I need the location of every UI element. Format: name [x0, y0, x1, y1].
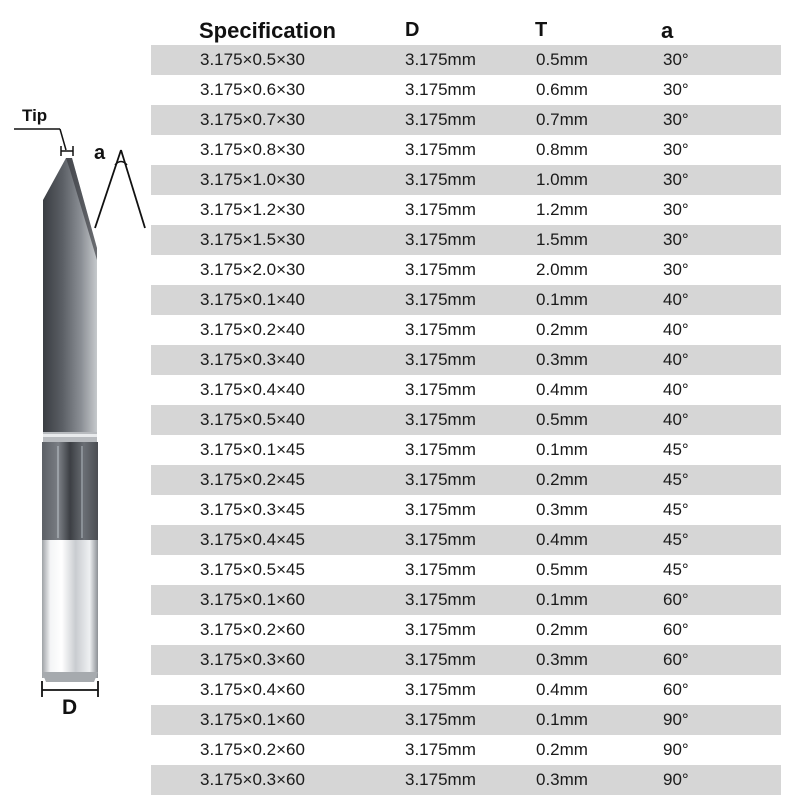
table-header — [151, 15, 781, 45]
cell-angle: 40° — [663, 320, 689, 339]
cell-specification: 3.175×1.0×30 — [200, 170, 305, 189]
cell-diameter: 3.175mm — [405, 80, 476, 99]
cell-diameter: 3.175mm — [405, 560, 476, 579]
cell-specification: 3.175×0.2×45 — [200, 470, 305, 489]
cell-tip-width: 0.5mm — [536, 50, 588, 69]
cell-angle: 40° — [663, 380, 689, 399]
cell-tip-width: 0.2mm — [536, 620, 588, 639]
table-row — [151, 765, 781, 795]
cell-diameter: 3.175mm — [405, 380, 476, 399]
cell-tip-width: 0.1mm — [536, 290, 588, 309]
tip-label: Tip — [22, 106, 48, 125]
cell-diameter: 3.175mm — [405, 140, 476, 159]
cell-diameter: 3.175mm — [405, 530, 476, 549]
cell-tip-width: 0.3mm — [536, 650, 588, 669]
cell-tip-width: 0.6mm — [536, 80, 588, 99]
cell-tip-width: 0.4mm — [536, 380, 588, 399]
table-row — [151, 135, 781, 165]
cell-specification: 3.175×0.5×45 — [200, 560, 305, 579]
cell-specification: 3.175×0.7×30 — [200, 110, 305, 129]
cell-specification: 3.175×0.3×60 — [200, 770, 305, 789]
cutter-head — [43, 158, 97, 432]
cell-angle: 30° — [663, 260, 689, 279]
cell-specification: 3.175×0.1×45 — [200, 440, 305, 459]
table-row — [151, 675, 781, 705]
header-t: T — [535, 19, 548, 41]
cell-tip-width: 0.3mm — [536, 500, 588, 519]
cell-diameter: 3.175mm — [405, 170, 476, 189]
cell-specification: 3.175×1.2×30 — [200, 200, 305, 219]
cell-tip-width: 1.0mm — [536, 170, 588, 189]
cell-angle: 90° — [663, 710, 689, 729]
table-row — [151, 345, 781, 375]
table-row — [151, 105, 781, 135]
cell-tip-width: 0.4mm — [536, 680, 588, 699]
cell-specification: 3.175×0.1×40 — [200, 290, 305, 309]
cell-specification: 3.175×0.4×45 — [200, 530, 305, 549]
header-a: a — [661, 18, 674, 43]
cell-angle: 60° — [663, 680, 689, 699]
cell-tip-width: 0.1mm — [536, 710, 588, 729]
cell-specification: 3.175×0.4×60 — [200, 680, 305, 699]
cell-angle: 45° — [663, 560, 689, 579]
cell-angle: 30° — [663, 200, 689, 219]
header-d: D — [405, 19, 420, 41]
table-row — [151, 705, 781, 735]
table-row — [151, 375, 781, 405]
cell-tip-width: 0.8mm — [536, 140, 588, 159]
cell-angle: 60° — [663, 650, 689, 669]
cell-tip-width: 0.2mm — [536, 320, 588, 339]
cell-tip-width: 0.5mm — [536, 560, 588, 579]
cell-angle: 45° — [663, 500, 689, 519]
cell-tip-width: 1.5mm — [536, 230, 588, 249]
cell-diameter: 3.175mm — [405, 110, 476, 129]
cell-tip-width: 0.1mm — [536, 440, 588, 459]
cell-angle: 30° — [663, 170, 689, 189]
table-row — [151, 555, 781, 585]
cell-tip-width: 0.7mm — [536, 110, 588, 129]
cell-angle: 30° — [663, 140, 689, 159]
diameter-marker — [42, 681, 98, 697]
cell-angle: 45° — [663, 530, 689, 549]
header-specification: Specification — [199, 18, 336, 43]
table-row — [151, 495, 781, 525]
cell-angle: 30° — [663, 50, 689, 69]
cell-angle: 40° — [663, 410, 689, 429]
engraving-bit-diagram — [0, 0, 160, 800]
table-row — [151, 735, 781, 765]
cell-specification: 3.175×0.4×40 — [200, 380, 305, 399]
cell-tip-width: 1.2mm — [536, 200, 588, 219]
table-row — [151, 255, 781, 285]
cell-specification: 3.175×0.6×30 — [200, 80, 305, 99]
cell-specification: 3.175×0.3×60 — [200, 650, 305, 669]
table-row — [151, 615, 781, 645]
cell-diameter: 3.175mm — [405, 650, 476, 669]
table-row — [151, 525, 781, 555]
shank-flute — [42, 442, 98, 540]
cell-angle: 30° — [663, 80, 689, 99]
table-row — [151, 195, 781, 225]
cell-diameter: 3.175mm — [405, 740, 476, 759]
cell-specification: 3.175×0.2×60 — [200, 740, 305, 759]
cell-angle: 45° — [663, 470, 689, 489]
cell-specification: 3.175×1.5×30 — [200, 230, 305, 249]
table-row — [151, 435, 781, 465]
cell-specification: 3.175×0.8×30 — [200, 140, 305, 159]
table-row — [151, 315, 781, 345]
cell-diameter: 3.175mm — [405, 260, 476, 279]
cell-specification: 3.175×0.3×40 — [200, 350, 305, 369]
cell-diameter: 3.175mm — [405, 230, 476, 249]
cell-diameter: 3.175mm — [405, 440, 476, 459]
table-body — [151, 45, 781, 795]
cell-angle: 60° — [663, 590, 689, 609]
cell-tip-width: 0.5mm — [536, 410, 588, 429]
cell-diameter: 3.175mm — [405, 290, 476, 309]
cell-diameter: 3.175mm — [405, 620, 476, 639]
table-row — [151, 465, 781, 495]
cell-diameter: 3.175mm — [405, 770, 476, 789]
cell-tip-width: 0.3mm — [536, 350, 588, 369]
cell-angle: 30° — [663, 230, 689, 249]
cell-diameter: 3.175mm — [405, 710, 476, 729]
cell-specification: 3.175×0.3×45 — [200, 500, 305, 519]
cell-tip-width: 0.3mm — [536, 770, 588, 789]
cell-angle: 45° — [663, 440, 689, 459]
shank — [42, 540, 98, 678]
table-row — [151, 645, 781, 675]
cell-specification: 3.175×0.2×60 — [200, 620, 305, 639]
tip-marker — [14, 129, 73, 156]
cell-tip-width: 0.2mm — [536, 470, 588, 489]
cell-diameter: 3.175mm — [405, 50, 476, 69]
cell-angle: 90° — [663, 740, 689, 759]
diameter-label: D — [62, 696, 78, 719]
table-row — [151, 45, 781, 75]
cell-tip-width: 0.1mm — [536, 590, 588, 609]
cell-diameter: 3.175mm — [405, 350, 476, 369]
table-row — [151, 225, 781, 255]
table-row — [151, 285, 781, 315]
cell-specification: 3.175×0.1×60 — [200, 710, 305, 729]
cell-tip-width: 2.0mm — [536, 260, 588, 279]
cell-specification: 3.175×0.1×60 — [200, 590, 305, 609]
cell-diameter: 3.175mm — [405, 200, 476, 219]
cell-specification: 3.175×2.0×30 — [200, 260, 305, 279]
table-row — [151, 165, 781, 195]
cell-angle: 60° — [663, 620, 689, 639]
cell-diameter: 3.175mm — [405, 500, 476, 519]
cell-specification: 3.175×0.5×40 — [200, 410, 305, 429]
table-row — [151, 585, 781, 615]
table-row — [151, 405, 781, 435]
cell-diameter: 3.175mm — [405, 470, 476, 489]
cell-angle: 90° — [663, 770, 689, 789]
cell-diameter: 3.175mm — [405, 680, 476, 699]
table-row — [151, 75, 781, 105]
cell-specification: 3.175×0.5×30 — [200, 50, 305, 69]
cell-diameter: 3.175mm — [405, 410, 476, 429]
cell-angle: 40° — [663, 350, 689, 369]
angle-label: a — [94, 142, 106, 164]
cell-specification: 3.175×0.2×40 — [200, 320, 305, 339]
cell-angle: 30° — [663, 110, 689, 129]
cell-diameter: 3.175mm — [405, 590, 476, 609]
cell-tip-width: 0.2mm — [536, 740, 588, 759]
cell-diameter: 3.175mm — [405, 320, 476, 339]
cell-tip-width: 0.4mm — [536, 530, 588, 549]
cell-angle: 40° — [663, 290, 689, 309]
specification-table — [151, 15, 781, 795]
